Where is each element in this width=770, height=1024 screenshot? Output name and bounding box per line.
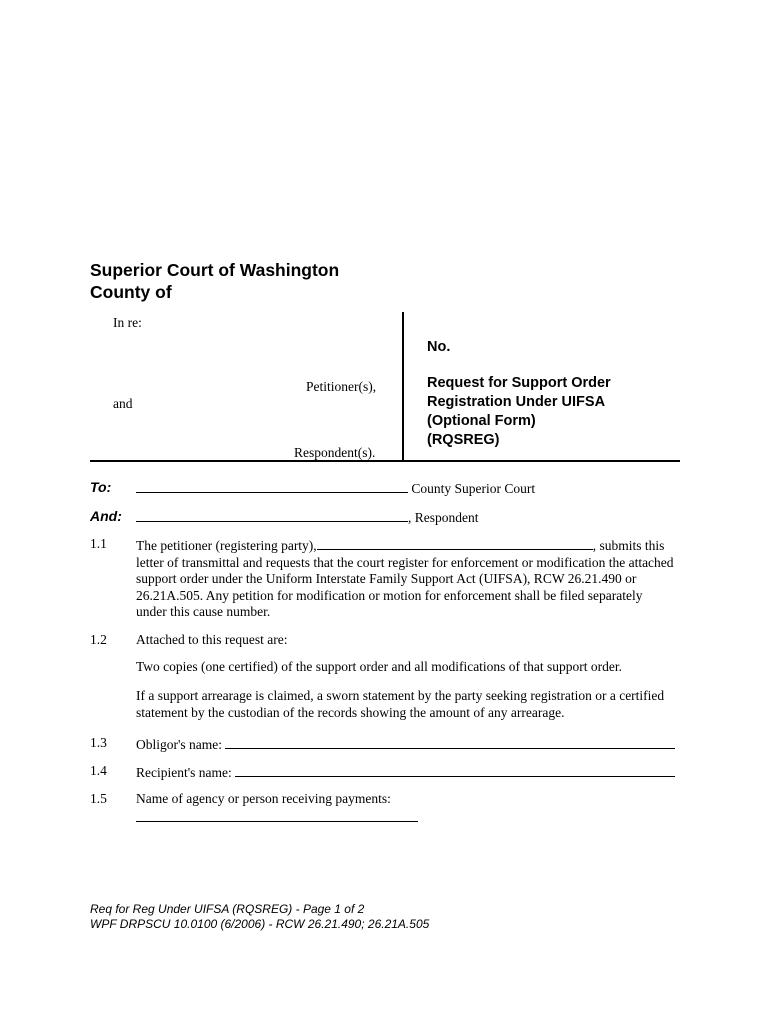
recipient-name-blank[interactable] <box>235 763 675 777</box>
section-number: 1.4 <box>90 763 107 778</box>
recipient-label: Recipient's name: <box>136 765 232 780</box>
section-1-2-text: Attached to this request are: <box>136 632 288 647</box>
s11-rest: letter of transmittal and requests that the court register for enforcement or modification the attached support order under the Uniform Interstate Family Support Act (UIFSA), RCW 26.21.490 or 26.21A.505. Any petition for modification or motion for enforcement shall be filed separately under this cause number. <box>136 554 674 619</box>
and-row: And: <box>90 508 122 524</box>
and-addressee-label: And <box>90 508 118 524</box>
form-title-line: (Optional Form) <box>427 413 536 429</box>
and-text: , Respondent <box>408 510 479 525</box>
footer-line-1: Req for Reg Under UIFSA (RQSREG) - Page 1 of 2 <box>90 902 365 916</box>
section-1-4 <box>136 763 676 782</box>
respondent-blank[interactable] <box>136 508 408 522</box>
s11-suffix: , submits this <box>592 538 665 553</box>
page-footer <box>90 902 429 932</box>
petitioners-label: Petitioner(s), <box>306 379 377 394</box>
section-1-2-p1: Two copies (one certified) of the support order and all modifications of that support order. <box>136 659 623 674</box>
form-title-line: (RQSREG) <box>427 432 500 448</box>
to-field <box>136 479 535 497</box>
section-number: 1.1 <box>90 536 107 551</box>
court-name: Superior Court of Washington <box>90 260 340 280</box>
form-title-line: Request for Support Order <box>427 375 611 391</box>
in-re-label: In re: <box>113 315 142 330</box>
footer-line-2: WPF DRPSCU 10.0100 (6/2006) - RCW 26.21.490; 26.21A.505 <box>90 917 430 931</box>
form-title <box>427 374 611 450</box>
section-1-1 <box>136 536 676 621</box>
to-text: County Superior Court <box>411 481 536 496</box>
court-title <box>90 259 339 303</box>
payee-label: Name of agency or person receiving payments: <box>136 791 391 806</box>
petitioner-blank[interactable] <box>317 536 593 550</box>
county-name: County of <box>90 282 172 302</box>
s11-prefix: The petitioner (registering party), <box>136 538 317 553</box>
caption-divider-horizontal <box>90 460 680 462</box>
to-row: To: <box>90 479 112 495</box>
obligor-name-blank[interactable] <box>225 735 675 749</box>
section-1-2-p2: If a support arrearage is claimed, a sworn statement by the party seeking registration or a certified statement by the custodian of the records showing the amount of any arrearage. <box>136 688 665 720</box>
form-title-line: Registration Under UIFSA <box>427 394 606 410</box>
and-field <box>136 508 479 526</box>
caption-divider-vertical <box>402 312 404 460</box>
respondents-label: Respondent(s). <box>294 445 376 460</box>
payee-name-blank[interactable] <box>136 808 418 822</box>
section-1-3 <box>136 735 676 754</box>
case-number-label: No. <box>427 339 451 355</box>
section-1-5 <box>136 791 676 826</box>
section-number: 1.5 <box>90 791 107 806</box>
to-label: To <box>90 479 107 495</box>
section-number: 1.3 <box>90 735 107 750</box>
county-blank[interactable] <box>136 479 408 493</box>
obligor-label: Obligor's name: <box>136 737 223 752</box>
and-label: and <box>113 396 133 411</box>
section-number: 1.2 <box>90 632 107 647</box>
